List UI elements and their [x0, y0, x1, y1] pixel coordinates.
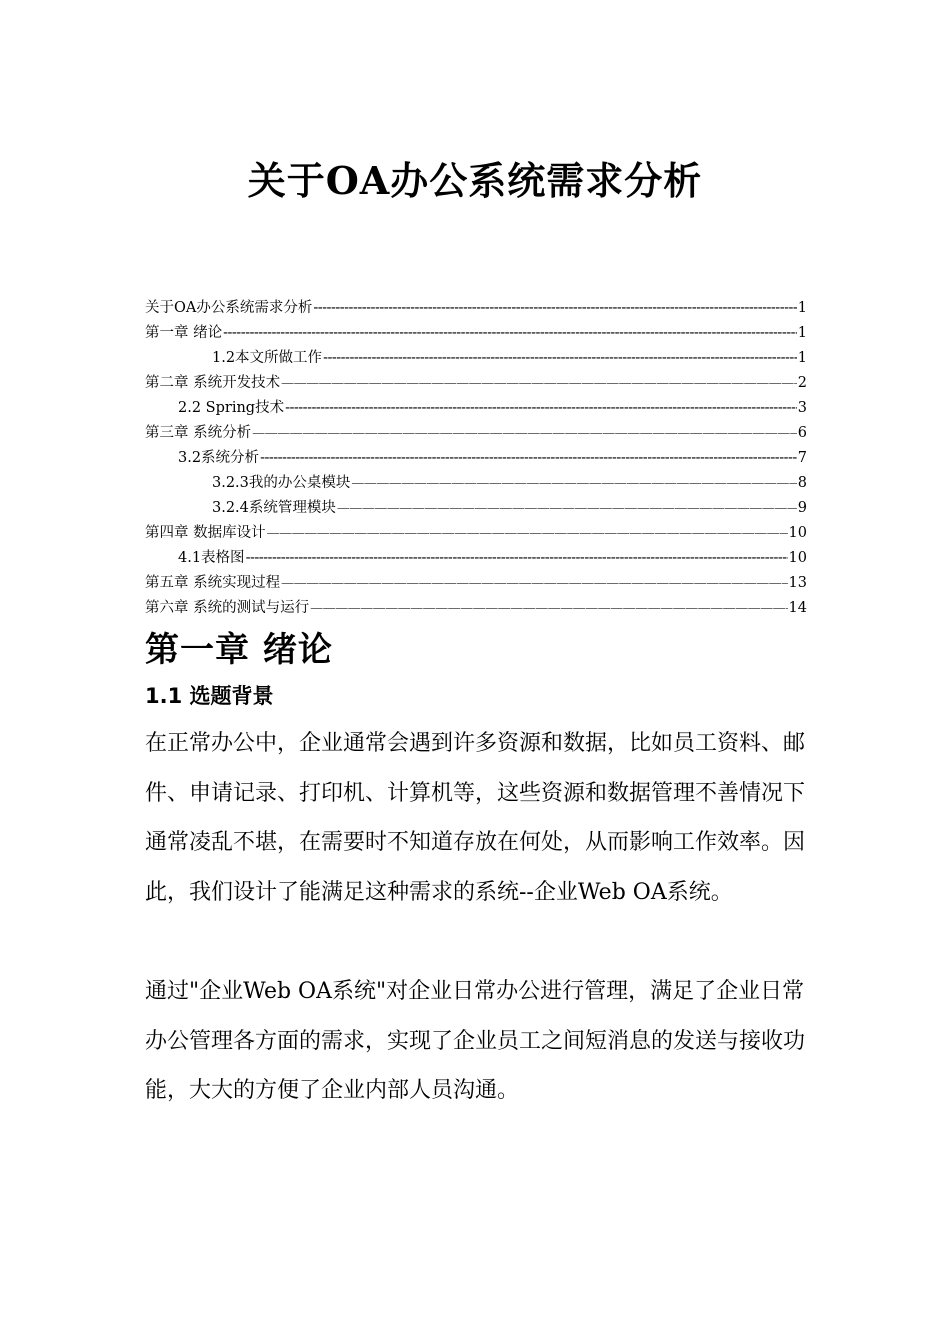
toc-leader	[267, 521, 788, 546]
toc-entry-label: 第三章 系统分析	[145, 425, 252, 441]
toc-leader	[285, 396, 797, 421]
toc-entry-label: 第四章 数据库设计	[145, 525, 266, 541]
toc-entry-label: 关于OA办公系统需求分析	[145, 300, 313, 316]
toc-entry[interactable]	[145, 296, 807, 321]
toc-entry[interactable]	[145, 421, 807, 446]
body-paragraph	[145, 719, 810, 917]
toc-leader	[310, 596, 787, 621]
toc-leader	[337, 496, 797, 521]
toc-entry-page: 8	[797, 475, 807, 491]
toc-entry[interactable]	[145, 371, 807, 396]
toc-entry-page: 3	[797, 400, 807, 416]
toc-leader	[323, 346, 797, 371]
toc-entry-label: 第六章 系统的测试与运行	[145, 600, 310, 616]
toc-leader	[351, 471, 796, 496]
toc-entry-label: 1.2本文所做工作	[212, 350, 323, 366]
toc-entry-page: 6	[797, 425, 807, 441]
toc-entry-label: 第二章 系统开发技术	[145, 375, 281, 391]
toc-leader	[252, 421, 797, 446]
toc-entry-page: 13	[788, 575, 807, 591]
paragraph-text: 在正常办公中，企业通常会遇到许多资源和数据，比如员工资料、邮件、申请记录、打印机、计算机等，这些资源和数据管理不善情况下通常凌乱不堪，在需要时不知道存放在何处，从而影响工作效率。因此，我们设计了能满足这种需求的系统--企业Web OA系统。	[145, 731, 806, 905]
toc-entry[interactable]	[145, 571, 807, 596]
toc-leader	[313, 296, 796, 321]
toc-entry-page: 7	[797, 450, 807, 466]
toc-entry[interactable]	[145, 396, 807, 421]
toc-leader	[246, 546, 788, 571]
toc-entry-label: 第五章 系统实现过程	[145, 575, 281, 591]
toc-entry-label: 2.2 Spring技术	[178, 400, 285, 416]
toc-leader	[223, 321, 797, 346]
toc-entry[interactable]	[145, 546, 807, 571]
section-heading: 1.1 选题背景	[145, 684, 274, 708]
toc-leader	[281, 371, 797, 396]
toc-entry[interactable]	[145, 446, 807, 471]
toc-entry[interactable]	[145, 521, 807, 546]
toc-entry[interactable]	[145, 346, 807, 371]
toc-entry[interactable]	[145, 496, 807, 521]
toc-entry-page: 10	[788, 550, 807, 566]
toc-entry[interactable]	[145, 471, 807, 496]
toc-entry-label: 3.2系统分析	[178, 450, 260, 466]
toc-entry[interactable]	[145, 321, 807, 346]
table-of-contents	[145, 296, 807, 621]
toc-leader	[260, 446, 797, 471]
toc-entry-page: 9	[797, 500, 807, 516]
chapter-heading: 第一章 绪论	[145, 630, 333, 670]
toc-entry-page: 2	[797, 375, 807, 391]
body-paragraph	[145, 967, 810, 1116]
toc-entry-label: 4.1表格图	[178, 550, 245, 566]
toc-entry-page: 10	[788, 525, 807, 541]
toc-entry[interactable]	[145, 596, 807, 621]
toc-entry-page: 1	[797, 350, 807, 366]
toc-entry-label: 3.2.4系统管理模块	[212, 500, 336, 516]
toc-leader	[281, 571, 787, 596]
toc-entry-page: 14	[788, 600, 807, 616]
toc-entry-label: 3.2.3我的办公桌模块	[212, 475, 351, 491]
toc-entry-page: 1	[797, 325, 807, 341]
paragraph-text: 通过"企业Web OA系统"对企业日常办公进行管理，满足了企业日常办公管理各方面的需求，实现了企业员工之间短消息的发送与接收功能，大大的方便了企业内部人员沟通。	[145, 979, 806, 1103]
document-title: 关于OA办公系统需求分析	[247, 158, 703, 203]
toc-entry-page: 1	[797, 300, 807, 316]
toc-entry-label: 第一章 绪论	[145, 325, 223, 341]
